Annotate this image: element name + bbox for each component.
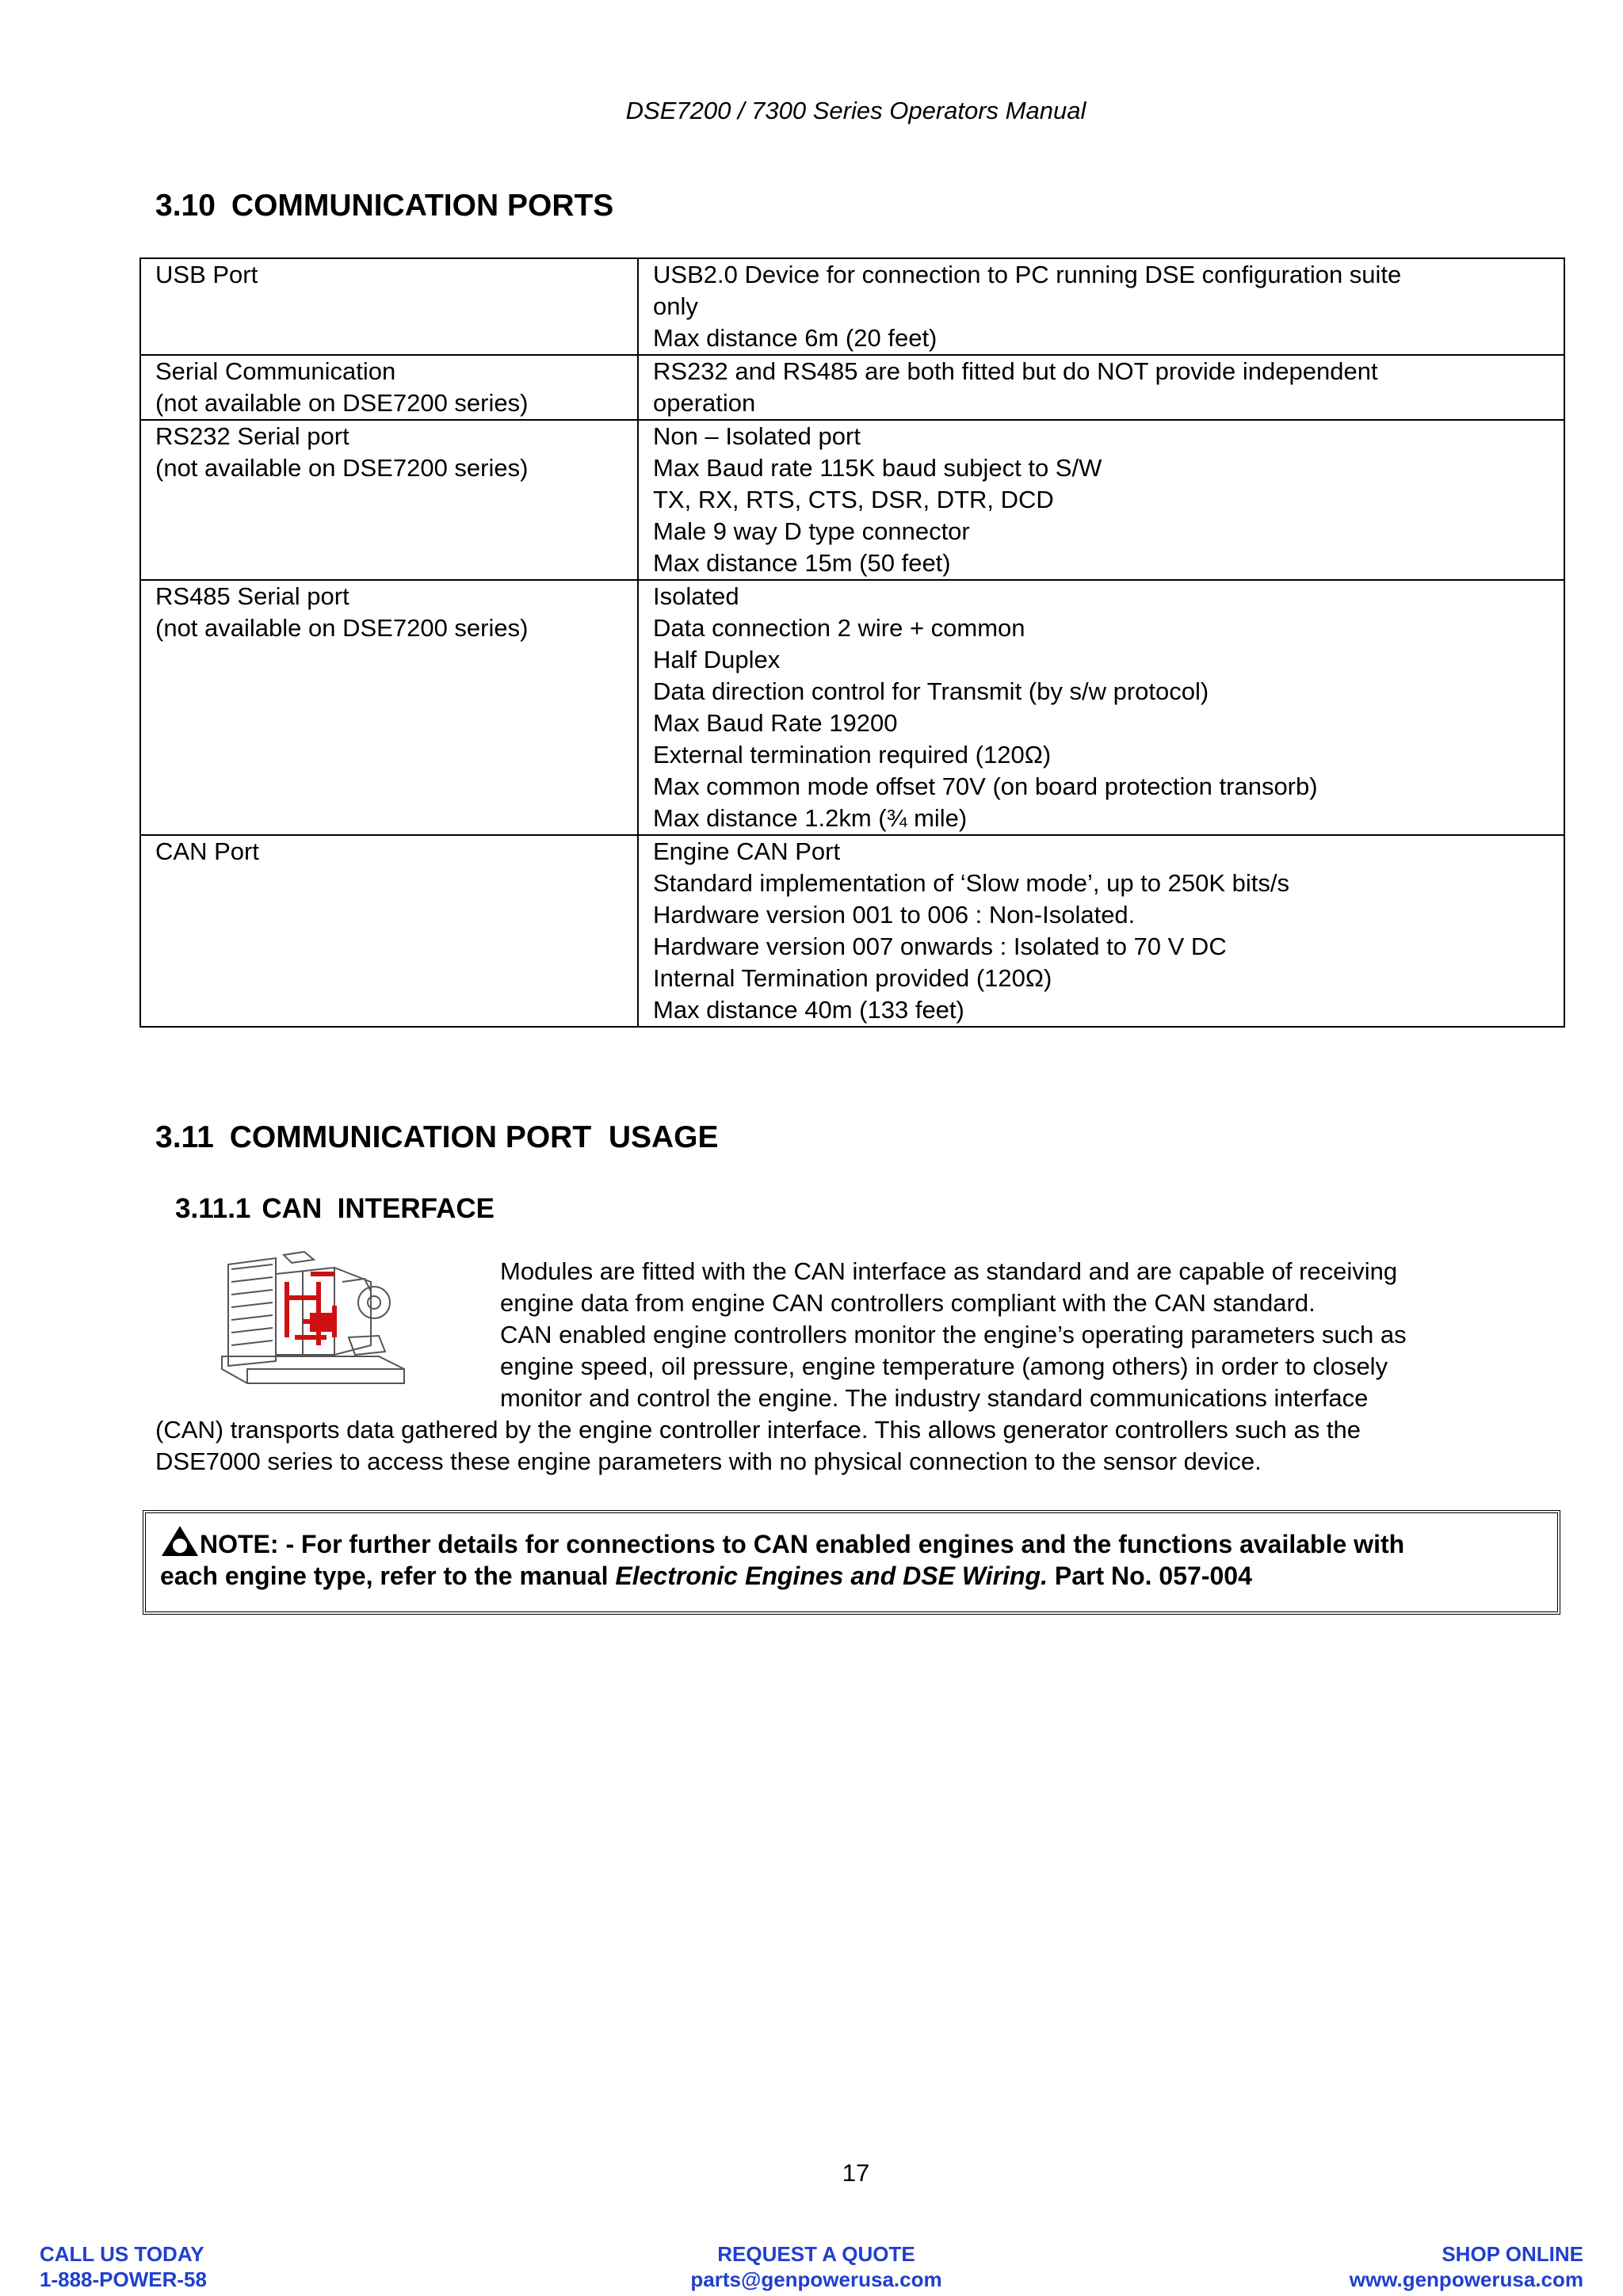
footer-call <box>40 2241 207 2292</box>
page-number: 17 <box>842 2159 870 2187</box>
port-description-cell <box>638 835 1564 1027</box>
port-description-line: Max common mode offset 70V (on board protection transorb) <box>653 772 1318 800</box>
note-box <box>143 1510 1560 1615</box>
footer-quote <box>618 2241 1014 2292</box>
port-description-line: Data connection 2 wire + common <box>653 614 1025 642</box>
footer-website-link[interactable]: www.genpowerusa.com <box>1349 2267 1583 2291</box>
port-name-cell <box>140 420 638 580</box>
port-description-line: Data direction control for Transmit (by s/w protocol) <box>653 677 1209 705</box>
table-row <box>140 355 1564 420</box>
port-name-cell <box>140 258 638 355</box>
port-name-cell <box>140 580 638 835</box>
port-description-line: Max distance 15m (50 feet) <box>653 549 951 577</box>
section-number: 3.11 <box>155 1120 214 1154</box>
port-name-line: RS232 Serial port <box>155 422 349 450</box>
note-suffix: Part No. 057-004 <box>1047 1562 1252 1590</box>
note-line-2 <box>160 1562 1252 1590</box>
port-name-line: (not available on DSE7200 series) <box>155 389 529 417</box>
footer-phone[interactable]: 1-888-POWER-58 <box>40 2267 207 2291</box>
port-name-line: CAN Port <box>155 837 259 865</box>
port-description-cell <box>638 420 1564 580</box>
footer-call-title: CALL US TODAY <box>40 2242 204 2266</box>
paragraph-line: Modules are fitted with the CAN interface as standard and are capable of receiving <box>500 1257 1398 1285</box>
port-description-line: RS232 and RS485 are both fitted but do NOT provide independent <box>653 357 1378 385</box>
section-3-11-heading <box>155 1120 719 1155</box>
subsection-title: CAN INTERFACE <box>262 1193 495 1224</box>
port-description-line: USB2.0 Device for connection to PC running DSE configuration suite <box>653 261 1402 288</box>
port-name-line: RS485 Serial port <box>155 582 349 610</box>
paragraph-line: engine speed, oil pressure, engine temperature (among others) in order to closely <box>500 1352 1388 1380</box>
paragraph-line: engine data from engine CAN controllers compliant with the CAN standard. <box>500 1289 1316 1317</box>
table-row <box>140 835 1564 1027</box>
note-line-1 <box>160 1530 1404 1558</box>
port-description-line: Max Baud rate 115K baud subject to S/W <box>653 454 1102 482</box>
warning-triangle-icon <box>160 1524 200 1558</box>
subsection-number: 3.11.1 <box>175 1193 251 1224</box>
table-row <box>140 420 1564 580</box>
section-3-11-1-heading <box>175 1193 495 1225</box>
port-description-line: Hardware version 001 to 006 : Non-Isolated. <box>653 901 1136 929</box>
paragraph-line: CAN enabled engine controllers monitor the engine’s operating parameters such as <box>500 1321 1407 1348</box>
note-prefix: each engine type, refer to the manual <box>160 1562 616 1590</box>
port-description-line: only <box>653 292 698 320</box>
port-description-cell <box>638 258 1564 355</box>
manual-title: Electronic Engines and DSE Wiring. <box>615 1562 1048 1590</box>
port-description-line: Standard implementation of ‘Slow mode’, up to 250K bits/s <box>653 869 1290 897</box>
section-title: COMMUNICATION PORT USAGE <box>229 1120 719 1154</box>
section-number: 3.10 <box>155 189 216 223</box>
paragraph-line: (CAN) transports data gathered by the engine controller interface. This allows generator controllers such as the <box>155 1416 1361 1444</box>
port-description-cell <box>638 355 1564 420</box>
footer-quote-title: REQUEST A QUOTE <box>717 2242 915 2266</box>
port-name-cell <box>140 355 638 420</box>
can-description-full <box>155 1414 1574 1478</box>
section-title: COMMUNICATION PORTS <box>231 189 614 223</box>
footer-shop <box>1350 2241 1583 2292</box>
port-description-line: Max distance 1.2km (¾ mile) <box>653 804 968 832</box>
paragraph-line: monitor and control the engine. The industry standard communications interface <box>500 1384 1369 1412</box>
can-description-right <box>500 1256 1570 1414</box>
port-description-line: Max Baud Rate 19200 <box>653 709 898 737</box>
port-name-line: (not available on DSE7200 series) <box>155 454 529 482</box>
port-description-line: Max distance 40m (133 feet) <box>653 996 964 1024</box>
port-description-line: Isolated <box>653 582 739 610</box>
port-name-cell <box>140 835 638 1027</box>
port-description-line: Engine CAN Port <box>653 837 841 865</box>
port-description-line: Max distance 6m (20 feet) <box>653 324 938 352</box>
paragraph-line: DSE7000 series to access these engine parameters with no physical connection to the sensor device. <box>155 1447 1262 1475</box>
port-description-line: Half Duplex <box>653 646 781 673</box>
engine-icon <box>216 1250 411 1391</box>
port-description-line: Internal Termination provided (120Ω) <box>653 964 1052 992</box>
port-description-line: operation <box>653 389 756 417</box>
port-description-line: Non – Isolated port <box>653 422 861 450</box>
port-name-line: (not available on DSE7200 series) <box>155 614 529 642</box>
section-3-10-heading <box>155 189 613 223</box>
table-row <box>140 580 1564 835</box>
port-description-line: TX, RX, RTS, CTS, DSR, DTR, DCD <box>653 486 1054 513</box>
table-row <box>140 258 1564 355</box>
port-description-line: External termination required (120Ω) <box>653 741 1052 769</box>
port-name-line: Serial Communication <box>155 357 396 385</box>
footer-shop-title: SHOP ONLINE <box>1442 2242 1583 2266</box>
port-description-line: Male 9 way D type connector <box>653 517 970 545</box>
communication-ports-table <box>139 257 1565 1028</box>
footer-email-link[interactable]: parts@genpowerusa.com <box>690 2267 942 2291</box>
port-description-cell <box>638 580 1564 835</box>
note-lead-text: NOTE: - For further details for connections to CAN enabled engines and the functions available with <box>200 1530 1405 1558</box>
page-header: DSE7200 / 7300 Series Operators Manual <box>625 97 1086 124</box>
port-description-line: Hardware version 007 onwards : Isolated to 70 V DC <box>653 933 1227 960</box>
port-name-line: USB Port <box>155 261 258 288</box>
